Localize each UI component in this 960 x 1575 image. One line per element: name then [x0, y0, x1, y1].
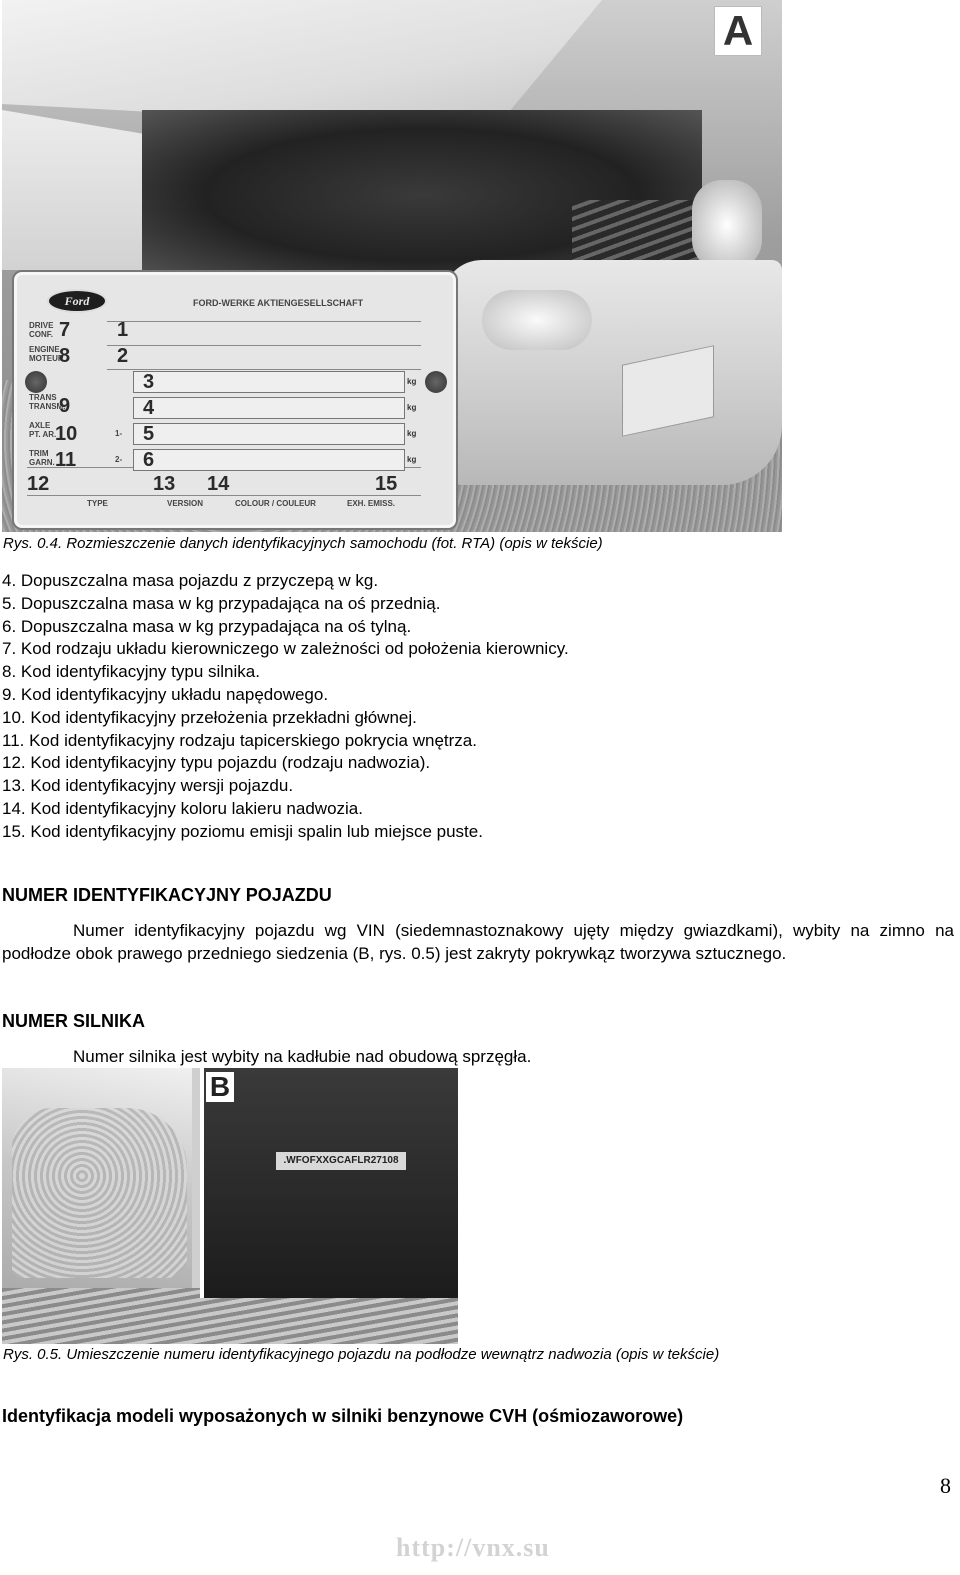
headlamp [692, 180, 762, 270]
list-item: 11. Kod identyfikacyjny rodzaju tapicerskiego pokrycia wnętrza. [2, 730, 477, 750]
list-item: 9. Kod identyfikacyjny układu napędowego. [2, 684, 329, 704]
figure-b-photo [2, 1068, 458, 1344]
label-engine: ENGINE MOTEUR [29, 345, 64, 363]
footer-version: VERSION [167, 499, 204, 508]
field-9: 9 [59, 395, 71, 417]
unit-kg: kg [407, 403, 417, 412]
field-5: 5 [143, 423, 155, 445]
field-14: 14 [207, 473, 230, 495]
ford-logo: Ford [47, 289, 107, 313]
list-item: 10. Kod identyfikacyjny przełożenia przekładni głównej. [2, 707, 417, 727]
field-11: 11 [55, 449, 77, 471]
fog-lamp [482, 290, 592, 350]
field-3: 3 [143, 371, 155, 393]
list-item: 12. Kod identyfikacyjny typu pojazdu (rodzaju nadwozia). [2, 753, 431, 773]
field-4: 4 [143, 397, 155, 419]
axle-marker-front: 1- [115, 429, 123, 438]
list-item: 8. Kod identyfikacyjny typu silnika. [2, 662, 260, 682]
list-item: 5. Dopuszczalna masa w kg przypadająca na oś przednią. [2, 593, 441, 613]
label-trans: TRANS TRANSM. [29, 393, 66, 411]
identification-plate [14, 272, 456, 528]
field-12: 12 [27, 473, 50, 495]
field-6: 6 [143, 449, 155, 471]
figure-b-caption: Rys. 0.5. Umieszczenie numeru identyfikacyjnego pojazdu na podłodze wewnątrz nadwozia (opis w tekście) [3, 1346, 720, 1363]
engine-section-heading: NUMER SILNIKA [2, 1011, 145, 1031]
field-2: 2 [117, 345, 129, 367]
plate-header: FORD-WERKE AKTIENGESELLSCHAFT [193, 298, 364, 308]
vin-closeup-inset [200, 1068, 458, 1298]
field-15: 15 [375, 473, 398, 495]
label-axle: AXLE PT. AR. [29, 421, 57, 439]
figure-a-caption: Rys. 0.4. Rozmieszczenie danych identyfikacyjnych samochodu (fot. RTA) (opis w tekście) [3, 535, 603, 552]
list-item: 4. Dopuszczalna masa pojazdu z przyczepą w kg. [2, 571, 379, 590]
vin-number: .WFOFXXGCAFLR27108 [276, 1152, 406, 1170]
figure-b-letter: B [206, 1072, 234, 1102]
footer-type: TYPE [87, 499, 108, 508]
plate-fields-list [2, 570, 569, 844]
list-item: 7. Kod rodzaju układu kierowniczego w zależności od położenia kierownicy. [2, 639, 569, 659]
field-7: 7 [59, 319, 71, 341]
page-number: 8 [940, 1473, 951, 1498]
list-item: 6. Dopuszczalna masa w kg przypadająca na oś tylną. [2, 616, 412, 636]
front-bumper [442, 260, 782, 485]
field-8: 8 [59, 345, 71, 367]
footer-colour: COLOUR / COULEUR [235, 499, 316, 508]
list-item: 15. Kod identyfikacyjny poziomu emisji spalin lub miejsce puste. [2, 821, 483, 841]
figure-a-letter: A [714, 6, 762, 56]
cvh-section-heading: Identyfikacja modeli wyposażonych w silniki benzynowe CVH (ośmiozaworowe) [2, 1406, 684, 1426]
engine-section-text: Numer silnika jest wybity na kadłubie nad obudową sprzęgła. [73, 1047, 532, 1066]
vin-section-heading: NUMER IDENTYFIKACYJNY POJAZDU [2, 885, 332, 905]
unit-kg: kg [407, 377, 417, 386]
field-1: 1 [117, 319, 129, 341]
rivet-right [425, 371, 447, 393]
figure-a-photo [2, 0, 782, 532]
unit-kg: kg [407, 429, 417, 438]
seat-upholstery [12, 1108, 187, 1278]
footer-emission: EXH. EMISS. [347, 499, 396, 508]
label-drive: DRIVE CONF. [29, 321, 54, 339]
vin-section-text: Numer identyfikacyjny pojazdu wg VIN (siedemnastoznakowy ujęty między gwiazdkami), wybity na zimno na podłodze obok prawego przedniego siedzenia (B, rys. 0.5) jest zakryty pokrywkąz tworzywa sztucznego. [2, 921, 954, 963]
label-trim: TRIM GARN. [29, 449, 55, 467]
axle-marker-rear: 2- [115, 455, 123, 464]
unit-kg: kg [407, 455, 417, 464]
list-item: 13. Kod identyfikacyjny wersji pojazdu. [2, 776, 294, 796]
list-item: 14. Kod identyfikacyjny koloru lakieru nadwozia. [2, 798, 363, 818]
field-13: 13 [153, 473, 176, 495]
watermark-link[interactable]: http://vnx.su [396, 1533, 550, 1562]
rivet-left [25, 371, 47, 393]
field-10: 10 [55, 423, 78, 445]
